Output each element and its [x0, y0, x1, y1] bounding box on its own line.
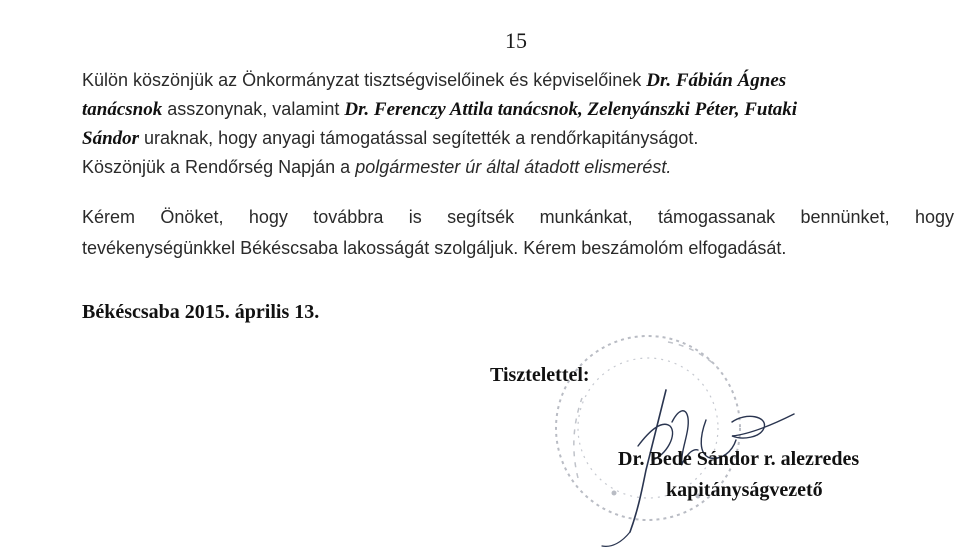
paragraph-thanks-line-1 — [82, 66, 960, 95]
signatory-title: kapitányságvezető — [666, 479, 823, 501]
name-emphasis: Dr. Fábián Ágnes — [646, 70, 787, 91]
paragraph-thanks-line-2 — [82, 95, 960, 124]
name-emphasis: Sándor — [82, 128, 140, 149]
name-emphasis: tanácsnok — [82, 99, 163, 120]
text-run: Külön köszönjük az Önkormányzat tisztségviselőinek és képviselőinek — [82, 70, 647, 90]
paragraph-thanks-line-3 — [82, 124, 960, 153]
paragraph-thanks-line-4 — [82, 153, 960, 182]
name-emphasis: Dr. Ferenczy Attila tanácsnok, Zelenyánszki Péter, Futaki — [344, 99, 798, 120]
closing-greeting: Tisztelettel: — [490, 364, 590, 386]
date-line: Békéscsaba 2015. április 13. — [82, 301, 320, 323]
paragraph-request — [82, 202, 954, 264]
paragraph-thanks — [82, 66, 960, 182]
text-run: asszonynak, valamint — [162, 99, 345, 119]
paragraph-request-line-2: tevékenységünkkel Békéscsaba lakosságát szolgáljuk. Kérem beszámolóm elfogadását. — [82, 238, 787, 258]
italic-phrase: polgármester úr által átadott elismerést. — [355, 157, 672, 177]
paragraph-request-line-1: Kérem Önöket, hogy továbbra is segítsék munkánkat, támogassanak bennünket, hogy — [82, 207, 954, 227]
text-run: uraknak, hogy anyagi támogatással segítették a rendőrkapitányságot. — [139, 128, 699, 148]
text-run: Köszönjük a Rendőrség Napján a — [82, 157, 356, 177]
signatory-name: Dr. Bede Sándor r. alezredes — [618, 448, 860, 470]
page-number: 15 — [505, 28, 527, 53]
